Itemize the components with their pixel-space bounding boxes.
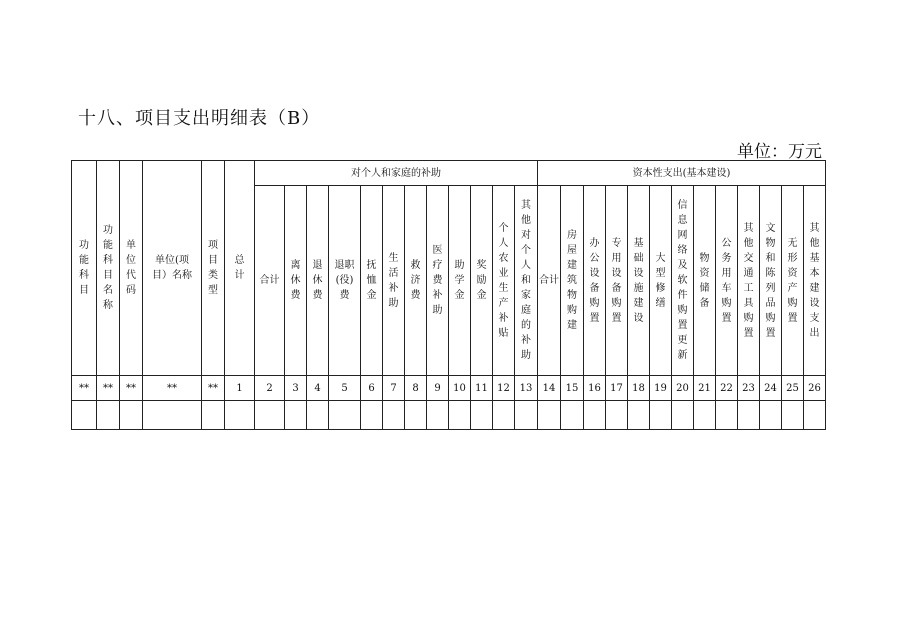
index-cell: 18: [628, 376, 650, 401]
header-cell: 物资储备: [694, 186, 716, 376]
index-cell: 25: [782, 376, 804, 401]
table-row: [72, 376, 826, 401]
data-cell: [97, 401, 120, 430]
data-cell: [716, 401, 738, 430]
data-cell: [225, 401, 255, 430]
group-header: 资本性支出(基本建设): [538, 161, 826, 186]
data-cell: [427, 401, 449, 430]
data-cell: [628, 401, 650, 430]
index-cell: 24: [760, 376, 782, 401]
header-cell: 抚恤金: [361, 186, 383, 376]
index-cell: **: [120, 376, 143, 401]
header-cell: 功能科目: [72, 161, 97, 376]
data-cell: [285, 401, 307, 430]
index-cell: 16: [584, 376, 606, 401]
data-cell: [471, 401, 493, 430]
data-cell: [143, 401, 202, 430]
data-cell: [782, 401, 804, 430]
index-cell: 9: [427, 376, 449, 401]
header-cell: 无形资产购置: [782, 186, 804, 376]
header-cell: 救济费: [405, 186, 427, 376]
header-cell: 总计: [225, 161, 255, 376]
index-cell: 14: [538, 376, 561, 401]
data-cell: [72, 401, 97, 430]
header-cell: 单位代码: [120, 161, 143, 376]
index-cell: 4: [307, 376, 329, 401]
header-cell: 单位(项目）名称: [143, 161, 202, 376]
index-cell: 17: [606, 376, 628, 401]
header-cell: 项目类型: [202, 161, 225, 376]
index-cell: 19: [650, 376, 672, 401]
index-cell: 21: [694, 376, 716, 401]
index-cell: 5: [329, 376, 361, 401]
data-cell: [760, 401, 782, 430]
header-cell: 合计: [538, 186, 561, 376]
data-cell: [449, 401, 471, 430]
index-cell: 3: [285, 376, 307, 401]
data-cell: [804, 401, 826, 430]
data-cell: [255, 401, 285, 430]
data-cell: [405, 401, 427, 430]
header-cell: 生活补助: [383, 186, 405, 376]
page-title: 十八、项目支出明细表（B）: [78, 108, 321, 129]
group-header: 对个人和家庭的补助: [255, 161, 538, 186]
data-cell: [606, 401, 628, 430]
data-cell: [493, 401, 515, 430]
data-cell: [202, 401, 225, 430]
header-cell: 其他交通工具购置: [738, 186, 760, 376]
data-cell: [538, 401, 561, 430]
header-cell: 其他基本建设支出: [804, 186, 826, 376]
detail-table: [71, 160, 826, 430]
data-cell: [515, 401, 538, 430]
header-cell: 退休费: [307, 186, 329, 376]
data-cell: [561, 401, 584, 430]
data-cell: [584, 401, 606, 430]
header-cell: 合计: [255, 186, 285, 376]
header-cell: 助学金: [449, 186, 471, 376]
table-row: [72, 401, 826, 430]
index-cell: 22: [716, 376, 738, 401]
index-cell: 2: [255, 376, 285, 401]
data-cell: [361, 401, 383, 430]
header-cell: 大型修缮: [650, 186, 672, 376]
header-cell: 办公设备购置: [584, 186, 606, 376]
index-cell: **: [202, 376, 225, 401]
header-cell: 其他对个人和家庭的补助: [515, 186, 538, 376]
data-cell: [329, 401, 361, 430]
header-cell: 基础设施建设: [628, 186, 650, 376]
header-cell: 房屋建筑物购建: [561, 186, 584, 376]
index-cell: 26: [804, 376, 826, 401]
header-cell: 公务用车购置: [716, 186, 738, 376]
data-cell: [738, 401, 760, 430]
index-cell: 13: [515, 376, 538, 401]
index-cell: **: [143, 376, 202, 401]
header-cell: 奖励金: [471, 186, 493, 376]
index-cell: 7: [383, 376, 405, 401]
data-cell: [694, 401, 716, 430]
index-cell: **: [97, 376, 120, 401]
header-cell: 功能科目名称: [97, 161, 120, 376]
index-cell: 1: [225, 376, 255, 401]
header-cell: 离休费: [285, 186, 307, 376]
data-cell: [672, 401, 694, 430]
header-cell: 个人农业生产补贴: [493, 186, 515, 376]
index-cell: **: [72, 376, 97, 401]
index-cell: 23: [738, 376, 760, 401]
header-cell: 信息网络及软件购置更新: [672, 186, 694, 376]
data-cell: [383, 401, 405, 430]
index-cell: 20: [672, 376, 694, 401]
data-cell: [650, 401, 672, 430]
index-cell: 15: [561, 376, 584, 401]
index-cell: 8: [405, 376, 427, 401]
header-cell: 医疗费补助: [427, 186, 449, 376]
index-cell: 12: [493, 376, 515, 401]
header-cell: 文物和陈列品购置: [760, 186, 782, 376]
index-cell: 6: [361, 376, 383, 401]
index-cell: 10: [449, 376, 471, 401]
unit-label: 单位：万元: [737, 142, 822, 162]
data-cell: [120, 401, 143, 430]
header-cell: 退职(役)费: [329, 186, 361, 376]
index-cell: 11: [471, 376, 493, 401]
header-cell: 专用设备购置: [606, 186, 628, 376]
data-cell: [307, 401, 329, 430]
